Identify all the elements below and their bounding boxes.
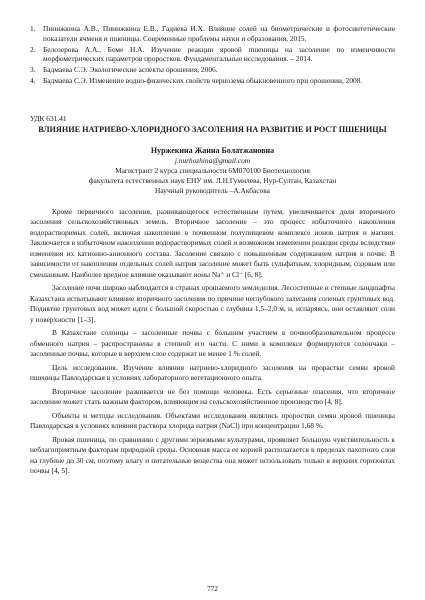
author-email: j.nurhozhina@gmail.com [174, 156, 251, 166]
reference-text: Бадмаева С.Э. Изменение водно-физических свойств чернозема обыкновенного при орошении, 2008. [43, 76, 363, 86]
reference-item [30, 24, 395, 43]
reference-item [30, 45, 395, 64]
body-paragraph: Яровая пшеница, по сравнению с другими зерновыми культурами, проявляет большую чувствительность к неблагоприятным факторам природной среды. Основная масса ее корней располагается в пределах пахотного слоя на глубине до 30 см, поэтому влагу и питательные вещества она может использовать только в верхних горизонтах почвы [4, 5]. [30, 434, 395, 476]
page-number: 772 [206, 584, 219, 593]
reference-item [30, 76, 395, 86]
reference-text: Пинижкина А.В., Пинижкина Е.В., Гадиева И.Х. Влияние солей на биометрические и фотосинтетические показатели ячменя и пшеницы. Современные проблемы науки и образования, 2015. [43, 24, 395, 43]
author-affiliation [30, 156, 395, 195]
body-paragraph: Цель исследования. Изучение влияния натриево-хлоридного засоления на прорастки семян яровой пшеницы Павлодарская в условиях лабораторного вегетационного опыта. [30, 362, 395, 383]
reference-number: 1. [30, 24, 36, 33]
reference-text: Бадмаева С.Э. Экологические аспекты орошения, 2006. [43, 65, 218, 75]
body-paragraph: Кроме первичного засоления, развивающегося естественным путем, увеличивается доля вторичного засоления сельскохозяйственных земель. Вторичное засоление – это процесс избыточного накопления водорастворимых солей, включая накопление в почвенном полупищевом комплексе ионов натрия и магния. Заключается в избыточном накоплении водорастворимых солей и возможном изменении реакции среды вследствие изменения их катионно-анионного состава. Засоление связано с повышенным содержанием натрия в почве. В зависимости от накопления отдельных солей натрия засоление может быть сульфатным, хлоридным, содовым или смешанным. Наиболее вредное влияние оказывают ионы Na⁺ и Cl⁻ [6, 8]. [30, 206, 395, 279]
reference-item [30, 65, 395, 75]
reference-number: 4. [30, 76, 36, 86]
reference-list [30, 24, 395, 86]
reference-number: 3. [30, 65, 36, 75]
author-name: Нуржекина Жанна Болатжановна [150, 146, 275, 156]
affiliation-line: Магистрант 2 курса специальности 6М070100 Биотехнология [115, 166, 310, 176]
article-body [30, 207, 395, 477]
body-paragraph: В Казахстане солонцы – засоленные почвы с большим участием в почвообразовательном процессе обменного натрия – распространены в степной его части. С ними в комплексе формируются солончаки – засоленные почвы, которые в верхнем слое содержат не менее 1 % солей. [30, 328, 395, 359]
body-paragraph: Засоление почв широко наблюдается в странах орошаемого земледелия. Лесостепные и степные ландшафты Казахстана испытывают влияние вторичного засоления по причине неглубокого залегания соленых грунтовых вод. Поднятие грунтовых вод может идти с большой скоростью с глубины 1,5–2,0 м, и, испаряясь, они оставляют соли у поверхности [1–3]. [30, 283, 395, 324]
udc-code: УДК 631.41 [30, 113, 67, 123]
supervisor-line: Научный руководитель –А.Акбасова [155, 185, 270, 195]
reference-number: 2. [30, 44, 36, 54]
body-paragraph: Вторичное засоление развивается не без помощи человека. Есть серьезные опасения, что вторичное засоление может стать важным фактором, влияющим на сельскохозяйственное производство [4, 8]. [30, 386, 395, 407]
affiliation-line: факультета естественных наук ЕНУ им. Л.Н.Гумилева, Нур-Султан, Казахстан [88, 175, 337, 185]
reference-text: Белозерова А.А., Боме Н.А. Изучение реакции яровой пшеницы на засоление по изменчивости морфометрических параметров проростков. Фундаментальные исследования. – 2014. [43, 44, 395, 64]
article-title: ВЛИЯНИЕ НАТРИЕВО-ХЛОРИДНОГО ЗАСОЛЕНИЯ НА РАЗВИТИЕ И РОСТ ПШЕНИЦЫ [38, 124, 387, 134]
body-paragraph: Объекты и методы исследования. Объектами исследования являлись проростки семян яровой пшеницы Павлодарская в условиях влияния раствора хлорида натрия (NaCl) при концентрации 1,68 %. [30, 410, 395, 431]
